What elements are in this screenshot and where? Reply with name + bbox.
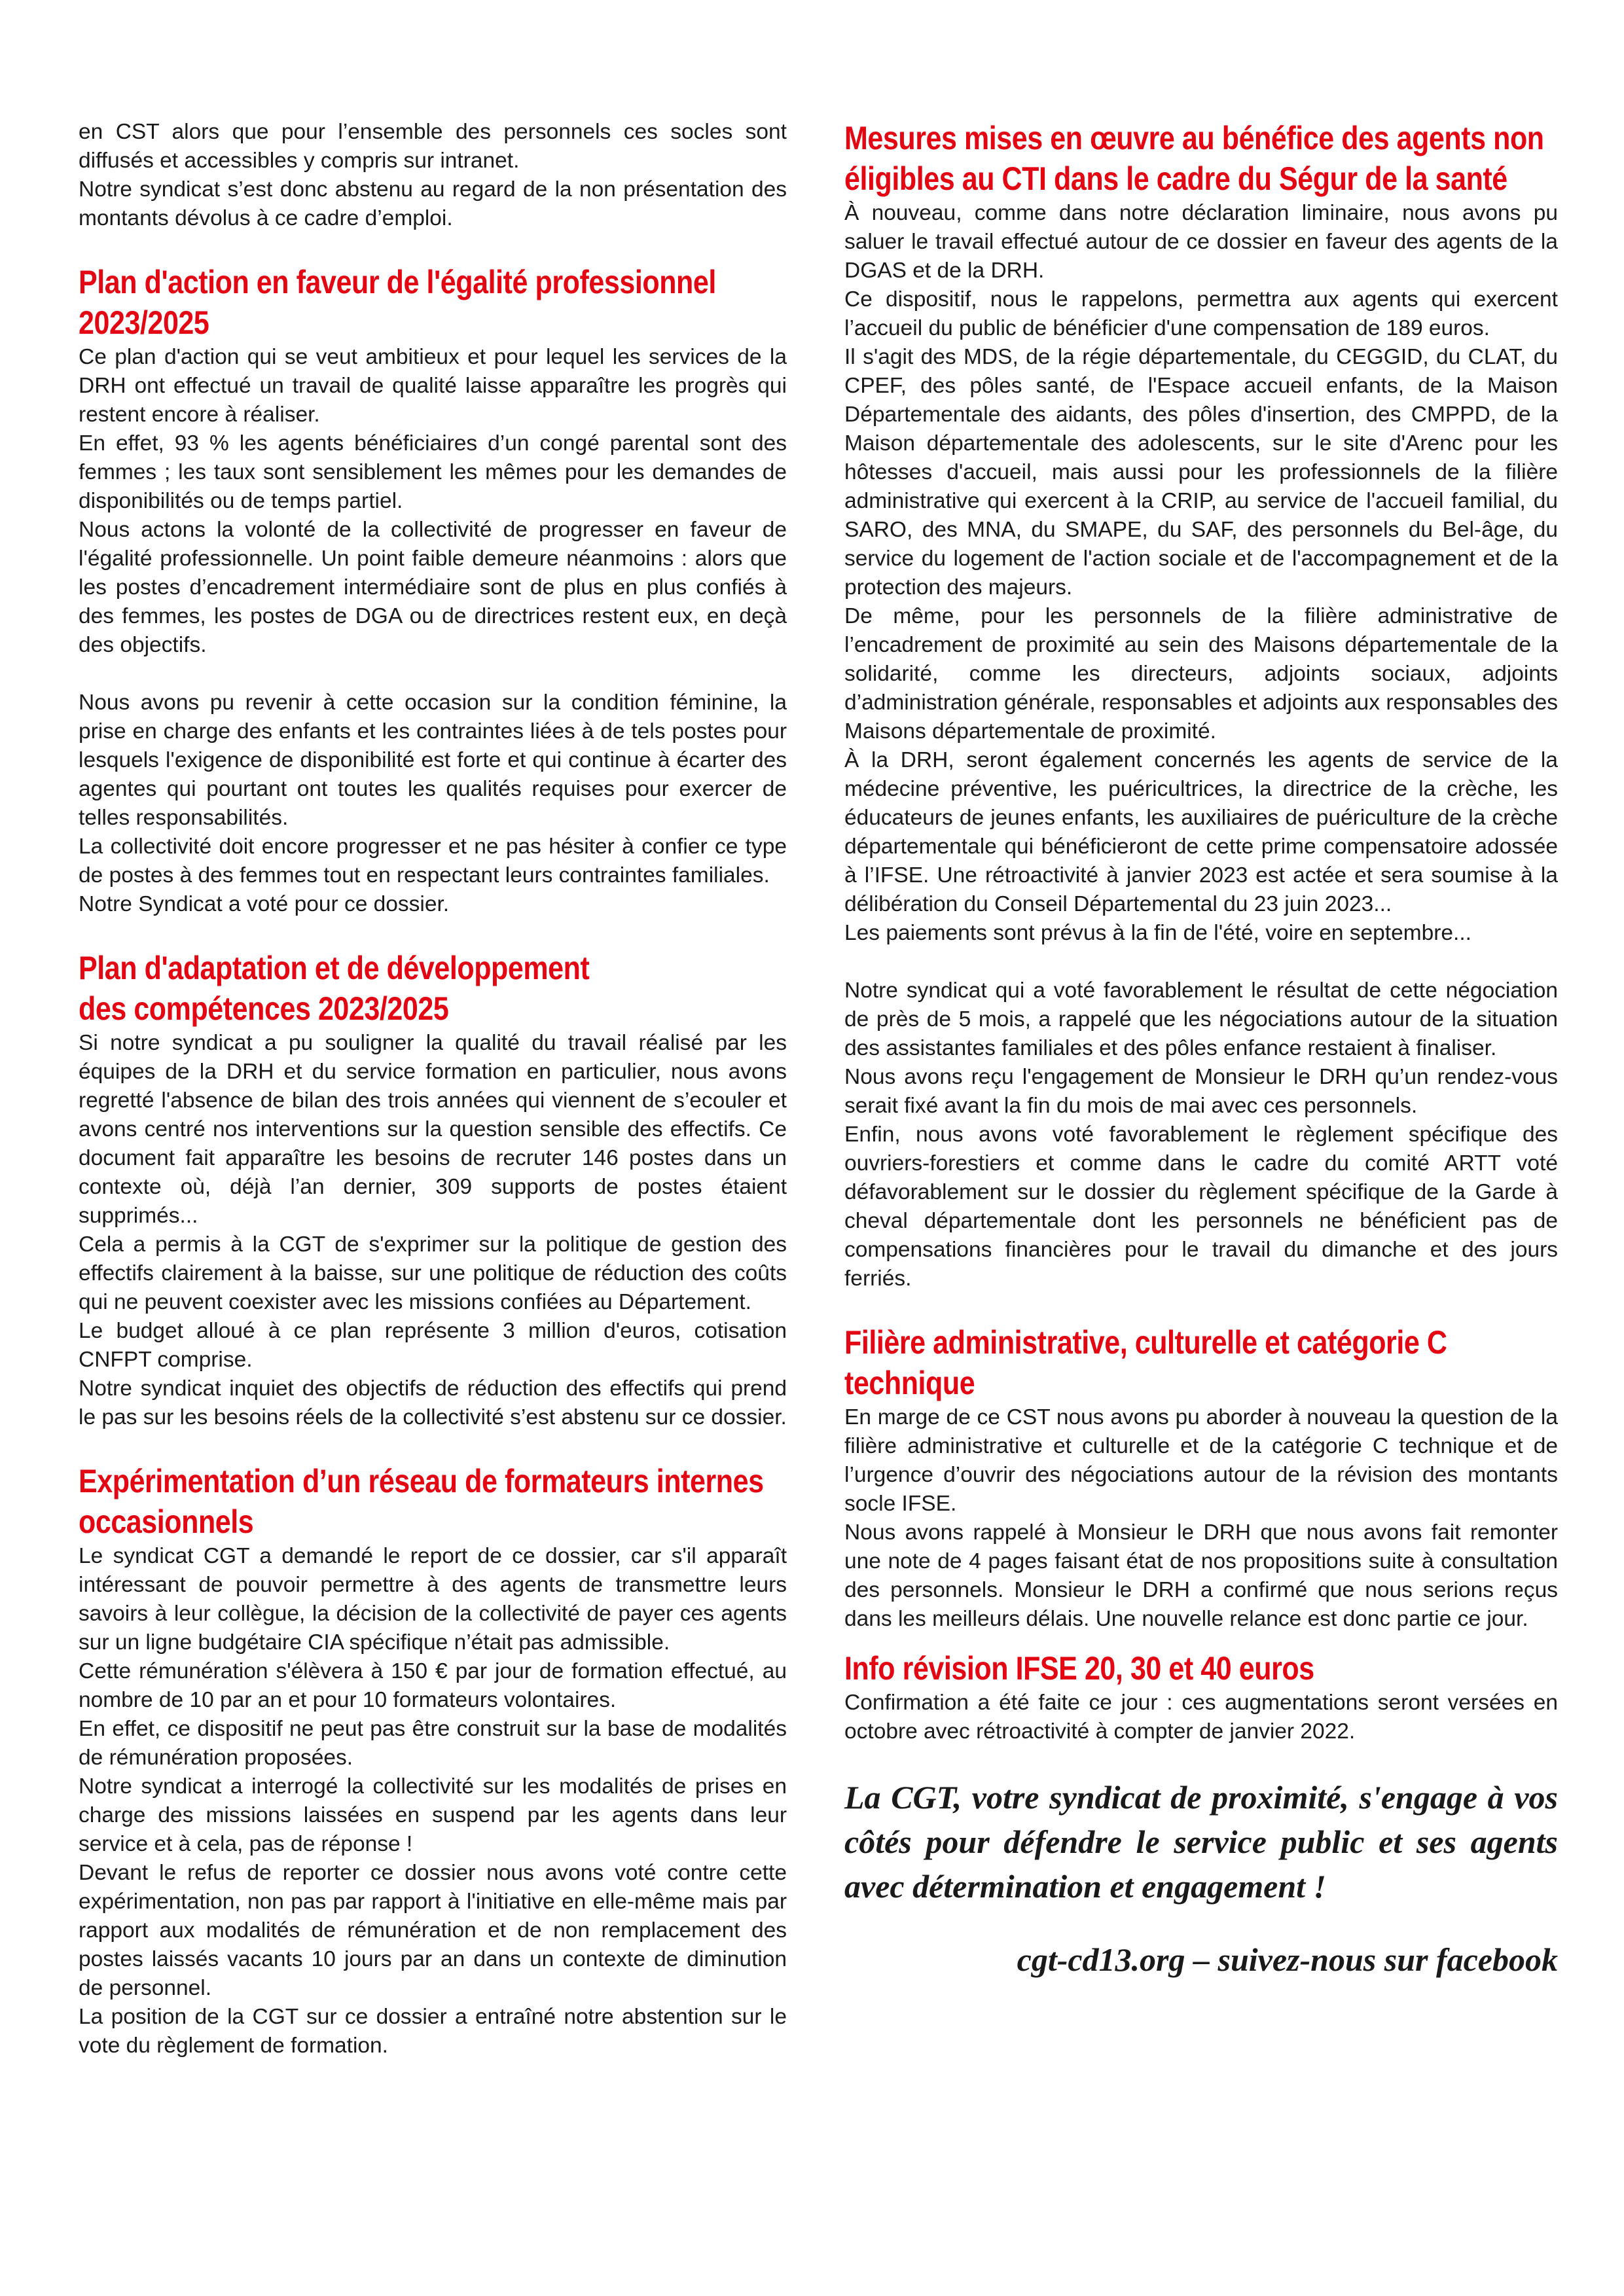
intro-paragraph-2: Notre syndicat s’est donc abstenu au regard de la non présentation des montants dévolus à ce cadre d’emploi. [79,177,787,230]
paragraph: Notre syndicat a interrogé la collectivité sur les modalités de prises en charge des missions laissées en suspend par les agents dans leur service et à cela, pas de réponse ! [79,1774,787,1856]
paragraph: Si notre syndicat a pu souligner la qualité du travail réalisé par les équipes de la DRH et du service formation en particulier, nous avons regretté l'absence de bilan des trois années qui viennent de s’ecouler et avons centré nos interventions sur la question sensible des effectifs. Ce document fait apparaître les besoins de recruter 146 postes dans un contexte où, déjà l’an dernier, 309 supports de postes étaient supprimés... [79,1031,787,1228]
intro-paragraph-1: en CST alors que pour l’ensemble des personnels ces socles sont diffusés et accessibles y compris sur intranet. [79,120,787,173]
paragraph: La position de la CGT sur ce dossier a entraîné notre abstention sur le vote du règlement de formation. [79,2005,787,2058]
paragraph: Nous actons la volonté de la collectivité de progresser en faveur de l'égalité professionnelle. Un point faible demeure néanmoins : alors que les postes d’encadrement intermédiaire sont de plus en plus confiés à des femmes, les postes de DGA ou de directrices restent eux, en deçà des objectifs. [79,518,787,657]
heading-line: des compétences 2023/2025 [79,990,449,1027]
section-heading: Filière administrative, culturelle et catégorie C technique [844,1324,1447,1401]
section-egalite-professionnelle [79,262,787,919]
paragraph: Nous avons rappelé à Monsieur le DRH que nous avons fait remonter une note de 4 pages faisant état de nos propositions suite à consultation des personnels. Monsieur le DRH a confirmé que nous serions reçus dans les meilleurs délais. Une nouvelle relance est donc partie ce jour. [844,1520,1558,1631]
paragraph: Notre Syndicat a voté pour ce dossier. [79,892,450,916]
paragraph: Il s'agit des MDS, de la régie départementale, du CEGGID, du CLAT, du CPEF, des pôles santé, de l'Espace accueil enfants, de la Maison Départementale des aidants, des pôles d'insertion, des CMPPD, de la Maison départementale des adolescents, sur le site d'Arenc pour les hôtesses d'accueil, mais aussi pour les professionnels de la filière administrative qui exercent à la CRIP, au service de l'accueil familial, du SARO, des MNA, du SMAPE, du SAF, des personnels du Bel-âge, du service du logement de l'action sociale et de l'accompagnement et de la protection des majeurs. [844,345,1558,600]
paragraph: La collectivité doit encore progresser et ne pas hésiter à confier ce type de postes à des femmes tout en respectant leurs contraintes familiales. [79,834,787,888]
left-column [79,118,787,2060]
paragraph: Ce plan d'action qui se veut ambitieux et pour lequel les services de la DRH ont effectué un travail de qualité laisse apparaître les progrès qui restent encore à réaliser. [79,345,787,427]
paragraph: À la DRH, seront également concernés les agents de service de la médecine préventive, les puéricultrices, la directrice de la crèche, les éducateurs de jeunes enfants, les auxiliaires de puériculture de la crèche départementale qui bénéficieront de cette prime compensatoire adossée à l’IFSE. Une rétroactivité à janvier 2023 est actée et sera soumise à la délibération du Conseil Départemental du 23 juin 2023... [844,748,1558,916]
paragraph: De même, pour les personnels de la filière administrative de l’encadrement de proximité au sein des Maisons départementale de la solidarité, comme les directeurs, adjoints sociaux, adjoints d’administration générale, responsables et adjoints aux responsables des Maisons départementale de proximité. [844,604,1558,744]
paragraph: Confirmation a été faite ce jour : ces augmentations seront versées en octobre avec rétroactivité à compter de janvier 2022. [844,1691,1558,1744]
section-heading [79,948,785,1029]
paragraph: Notre syndicat inquiet des objectifs de réduction des effectifs qui prend le pas sur les besoins réels de la collectivité s’est abstenu sur ce dossier. [79,1376,787,1429]
paragraph: En effet, 93 % les agents bénéficiaires d’un congé parental sont des femmes ; les taux sont sensiblement les mêmes pour les demandes de disponibilités ou de temps partiel. [79,431,787,513]
section-formateurs-internes [79,1461,787,2060]
paragraph: Les paiements sont prévus à la fin de l'été, voire en septembre... [844,921,1471,945]
cgt-slogan: La CGT, votre syndicat de proximité, s'engage à vos côtés pour défendre le service public et ses agents avec détermination et engagement ! [844,1779,1558,1905]
paragraph: Devant le refus de reporter ce dossier nous avons voté contre cette expérimentation, non pas par rapport à l'initiative en elle-même mais par rapport aux modalités de rémunération et de non remplacement des postes laissés vacants 10 jours par an dans un contexte de diminution de personnel. [79,1861,787,2000]
website-footer: cgt-cd13.org – suivez-nous sur facebook [1017,1941,1558,1978]
section-heading: Mesures mises en œuvre au bénéfice des agents non éligibles au CTI dans le cadre du Ségur de la santé [844,120,1544,197]
paragraph: Le syndicat CGT a demandé le report de ce dossier, car s'il apparaît intéressant de pouvoir permettre à des agents de transmettre leurs savoirs à leur collègue, la décision de la collectivité de payer ces agents sur un ligne budgétaire CIA spécifique n’était pas admissible. [79,1544,787,1655]
paragraph: Ce dispositif, nous le rappelons, permettra aux agents qui exercent l’accueil du public de bénéficier d'une compensation de 189 euros. [844,287,1558,340]
section-info-ifse [844,1648,1558,1746]
heading-line: Plan d'adaptation et de développement [79,950,590,986]
paragraph: Cela a permis à la CGT de s'exprimer sur la politique de gestion des effectifs clairement à la baisse, sur une politique de réduction des coûts qui ne peuvent coexister avec les missions confiées au Département. [79,1232,787,1314]
section-heading: Plan d'action en faveur de l'égalité professionnel 2023/2025 [79,264,716,341]
paragraph: Nous avons pu revenir à cette occasion sur la condition féminine, la prise en charge des enfants et les contraintes liées à de tels postes pour lesquels l'exigence de disponibilité est forte et qui continue à écarter des agentes qui pourtant ont toutes les qualités requises pour exercer de telles responsabilités. [79,691,787,830]
right-column [844,118,1558,1982]
section-heading: Expérimentation d’un réseau de formateurs internes occasionnels [79,1463,764,1540]
paragraph: À nouveau, comme dans notre déclaration liminaire, nous avons pu saluer le travail effectué autour de ce dossier en faveur des agents de la DGAS et de la DRH. [844,201,1558,283]
paragraph: Notre syndicat qui a voté favorablement le résultat de cette négociation de près de 5 mois, a rappelé que les négociations autour de la situation des assistantes familiales et des pôles enfance restaient à finaliser. [844,978,1558,1060]
paragraph: Le budget alloué à ce plan représente 3 million d'euros, cotisation CNFPT comprise. [79,1319,787,1372]
section-filiere-administrative [844,1322,1558,1634]
paragraph: Nous avons reçu l'engagement de Monsieur le DRH qu’un rendez-vous serait fixé avant la fin du mois de mai avec ces personnels. [844,1065,1558,1118]
section-heading: Info révision IFSE 20, 30 et 40 euros [844,1650,1314,1687]
section-segur-sante [844,118,1558,1293]
paragraph: Enfin, nous avons voté favorablement le règlement spécifique des ouvriers-forestiers et comme dans le cadre du comité ARTT voté défavorablement sur le dossier du règlement spécifique de la Garde à cheval départementale dont les personnels ne bénéficient pas de compensations financières pour le travail du dimanche et des jours ferriés. [844,1122,1558,1291]
section-competences [79,948,787,1432]
paragraph: En effet, ce dispositif ne peut pas être construit sur la base de modalités de rémunération proposées. [79,1717,787,1770]
paragraph: Cette rémunération s'élèvera à 150 € par jour de formation effectué, au nombre de 10 par an et pour 10 formateurs volontaires. [79,1659,787,1712]
paragraph: En marge de ce CST nous avons pu aborder à nouveau la question de la filière administrative et culturelle et de la catégorie C technique et de l’urgence d’ouvrir des négociations autour de la révision des montants socle IFSE. [844,1405,1558,1516]
